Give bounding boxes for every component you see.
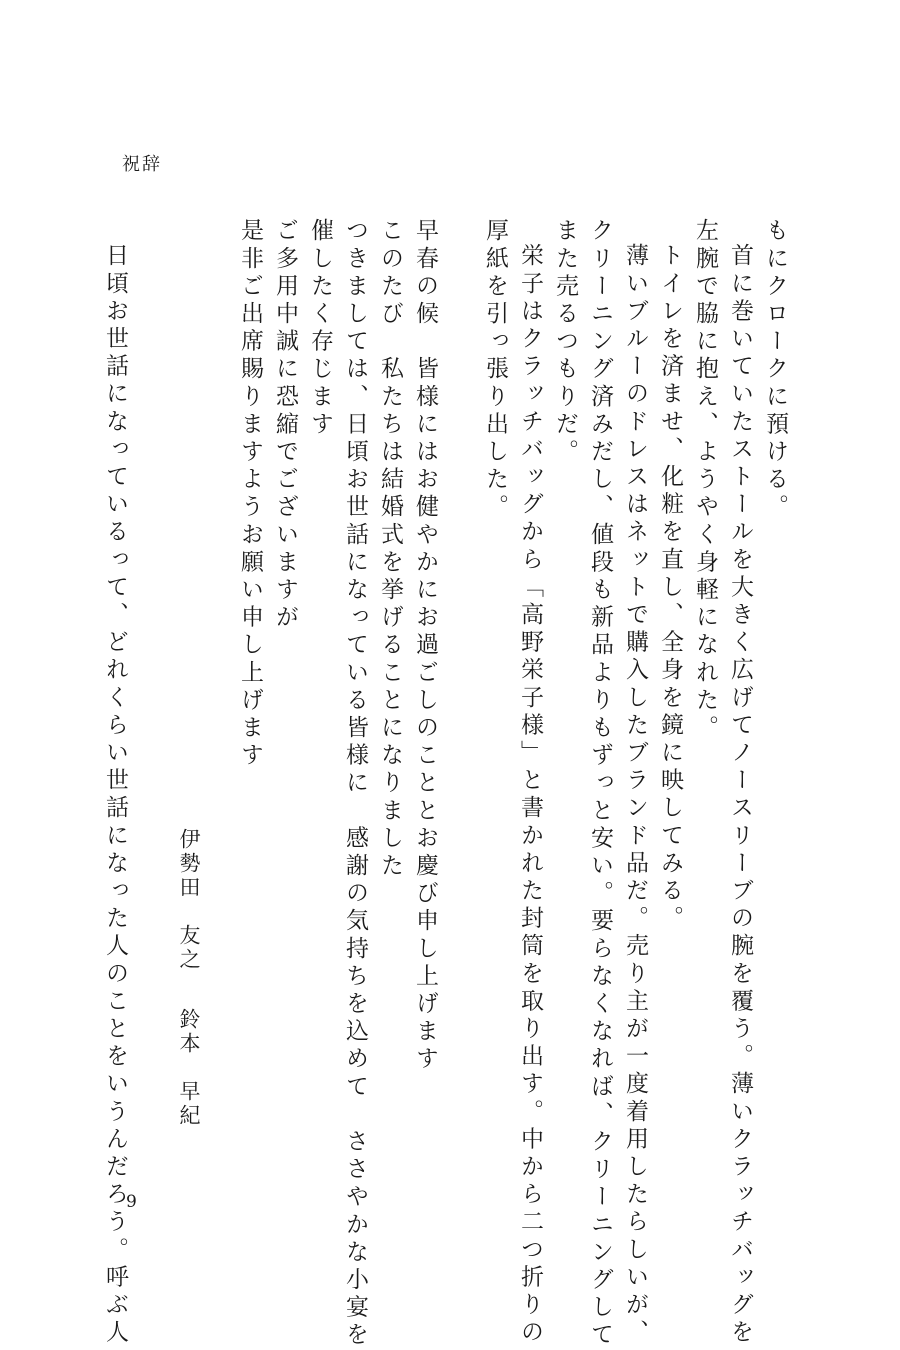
invitation-line-4: 催したく存じます (307, 218, 333, 439)
invitation-line-3: つきましては、日頃お世話になっている皆様に 感謝の気持ちを込めて ささやかな小宴を (342, 218, 368, 1350)
body-line-2: 首に巻いていたストールを大きく広げてノースリーブの腕を覆う。薄いクラッチバッグを (727, 243, 753, 1347)
body-line-5: 薄いブルーのドレスはネットで購入したブランド品だ。売り主が一度着用したらしいが、 (622, 243, 648, 1347)
page-number: 9 (126, 1192, 137, 1212)
body-line-8: 栄子はクラッチバッグから「高野栄子様」と書かれた封筒を取り出す。中から二つ折りの (517, 243, 543, 1347)
signature-bride: 鈴本 早紀 (177, 1008, 201, 1128)
running-head: 祝辞 (122, 154, 162, 175)
body-line-7: また売るつもりだ。 (552, 218, 578, 467)
invitation-line-2: このたび 私たちは結婚式を挙げることになりました (377, 218, 403, 881)
invitation-line-1: 早春の候 皆様にはお健やかにお過ごしのこととお慶び申し上げます (412, 218, 438, 1074)
body-line-3: 左腕で脇に抱え、ようやく身軽になれた。 (692, 218, 718, 743)
body-line-9: 厚紙を引っ張り出した。 (482, 218, 508, 522)
body-line-6: クリーニング済みだし、値段も新品よりもずっと安い。要らなくなれば、クリーニングして (587, 218, 613, 1350)
body-line-4: トイレを済ませ、化粧を直し、全身を鏡に映してみる。 (657, 243, 683, 933)
body-line-1: もにクロークに預ける。 (762, 218, 788, 522)
body-line-closing: 日頃お世話になっているって、どれくらい世話になった人のことをいうんだろう。呼ぶ人 (102, 243, 128, 1347)
invitation-line-5: ご多用中誠に恐縮でございますが (272, 218, 298, 632)
signature-groom: 伊勢田 友之 (177, 828, 201, 972)
invitation-line-6: 是非ご出席賜りますようお願い申し上げます (237, 218, 263, 770)
